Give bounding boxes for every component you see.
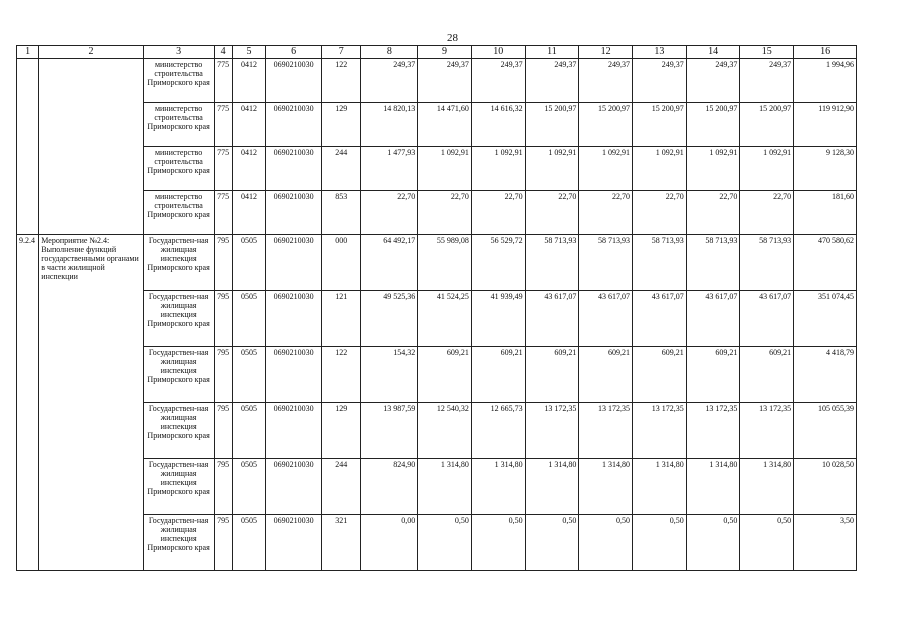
code-cell: 775 [214, 59, 232, 103]
code-cell: 129 [321, 403, 361, 459]
organization-cell: Государствен-ная жилищная инспекция Приморского края [143, 403, 214, 459]
header-cell: 7 [321, 46, 361, 59]
value-cell: 1 314,80 [633, 459, 687, 515]
table-row [17, 347, 857, 403]
header-cell: 16 [794, 46, 857, 59]
organization-cell: Государствен-ная жилищная инспекция Приморского края [143, 347, 214, 403]
code-cell: 0690210030 [266, 403, 322, 459]
code-cell: 795 [214, 291, 232, 347]
value-cell: 609,21 [686, 347, 740, 403]
code-cell: 775 [214, 147, 232, 191]
value-cell: 22,70 [579, 191, 633, 235]
value-cell: 0,50 [633, 515, 687, 571]
value-cell: 22,70 [525, 191, 579, 235]
value-cell: 55 989,08 [418, 235, 472, 291]
value-cell: 15 200,97 [740, 103, 794, 147]
item-name-cell [39, 59, 143, 235]
value-cell: 249,37 [633, 59, 687, 103]
value-cell: 14 820,13 [361, 103, 418, 147]
value-cell: 1 314,80 [525, 459, 579, 515]
header-cell: 14 [686, 46, 740, 59]
code-cell: 795 [214, 403, 232, 459]
organization-cell: Государствен-ная жилищная инспекция Приморского края [143, 515, 214, 571]
value-cell: 249,37 [740, 59, 794, 103]
code-cell: 0505 [232, 515, 265, 571]
value-cell: 56 529,72 [471, 235, 525, 291]
header-cell: 10 [471, 46, 525, 59]
value-cell: 249,37 [525, 59, 579, 103]
value-cell: 351 074,45 [794, 291, 857, 347]
code-cell: 244 [321, 147, 361, 191]
value-cell: 1 092,91 [686, 147, 740, 191]
value-cell: 1 092,91 [633, 147, 687, 191]
value-cell: 609,21 [471, 347, 525, 403]
value-cell: 9 128,30 [794, 147, 857, 191]
code-cell: 0690210030 [266, 59, 322, 103]
value-cell: 0,50 [418, 515, 472, 571]
code-cell: 0690210030 [266, 291, 322, 347]
value-cell: 22,70 [633, 191, 687, 235]
code-cell: 244 [321, 459, 361, 515]
code-cell: 122 [321, 59, 361, 103]
value-cell: 609,21 [418, 347, 472, 403]
organization-cell: министерство строительства Приморского края [143, 191, 214, 235]
value-cell: 181,60 [794, 191, 857, 235]
value-cell: 470 580,62 [794, 235, 857, 291]
value-cell: 249,37 [579, 59, 633, 103]
code-cell: 121 [321, 291, 361, 347]
code-cell: 000 [321, 235, 361, 291]
value-cell: 58 713,93 [525, 235, 579, 291]
header-cell: 11 [525, 46, 579, 59]
code-cell: 0690210030 [266, 459, 322, 515]
item-number-cell [17, 59, 39, 235]
code-cell: 775 [214, 191, 232, 235]
table-row [17, 291, 857, 347]
code-cell: 129 [321, 103, 361, 147]
code-cell: 0412 [232, 59, 265, 103]
value-cell: 1 994,96 [794, 59, 857, 103]
header-cell: 15 [740, 46, 794, 59]
value-cell: 1 092,91 [525, 147, 579, 191]
header-cell: 2 [39, 46, 143, 59]
budget-table [16, 45, 857, 571]
value-cell: 15 200,97 [686, 103, 740, 147]
value-cell: 41 939,49 [471, 291, 525, 347]
code-cell: 0690210030 [266, 515, 322, 571]
code-cell: 0505 [232, 235, 265, 291]
value-cell: 10 028,50 [794, 459, 857, 515]
header-cell: 12 [579, 46, 633, 59]
value-cell: 0,50 [471, 515, 525, 571]
value-cell: 58 713,93 [633, 235, 687, 291]
value-cell: 14 616,32 [471, 103, 525, 147]
header-cell: 3 [143, 46, 214, 59]
value-cell: 13 172,35 [579, 403, 633, 459]
value-cell: 0,50 [579, 515, 633, 571]
value-cell: 13 172,35 [686, 403, 740, 459]
value-cell: 15 200,97 [633, 103, 687, 147]
value-cell: 249,37 [361, 59, 418, 103]
header-row [17, 46, 857, 59]
value-cell: 1 314,80 [418, 459, 472, 515]
item-name-cell: Мероприятие №2.4: Выполнение функций государственными органами в части жилищной инспекции [39, 235, 143, 571]
header-cell: 5 [232, 46, 265, 59]
value-cell: 12 540,32 [418, 403, 472, 459]
value-cell: 13 172,35 [633, 403, 687, 459]
value-cell: 43 617,07 [579, 291, 633, 347]
code-cell: 122 [321, 347, 361, 403]
value-cell: 4 418,79 [794, 347, 857, 403]
table-row [17, 59, 857, 103]
header-cell: 4 [214, 46, 232, 59]
value-cell: 43 617,07 [740, 291, 794, 347]
code-cell: 0505 [232, 347, 265, 403]
value-cell: 1 314,80 [686, 459, 740, 515]
value-cell: 58 713,93 [740, 235, 794, 291]
code-cell: 0690210030 [266, 347, 322, 403]
code-cell: 0690210030 [266, 147, 322, 191]
code-cell: 0412 [232, 103, 265, 147]
value-cell: 1 092,91 [740, 147, 794, 191]
value-cell: 1 092,91 [579, 147, 633, 191]
code-cell: 795 [214, 235, 232, 291]
value-cell: 22,70 [418, 191, 472, 235]
header-cell: 6 [266, 46, 322, 59]
value-cell: 3,50 [794, 515, 857, 571]
code-cell: 795 [214, 515, 232, 571]
value-cell: 249,37 [418, 59, 472, 103]
value-cell: 13 172,35 [525, 403, 579, 459]
value-cell: 119 912,90 [794, 103, 857, 147]
code-cell: 775 [214, 103, 232, 147]
value-cell: 43 617,07 [686, 291, 740, 347]
header-cell: 1 [17, 46, 39, 59]
code-cell: 0412 [232, 147, 265, 191]
value-cell: 22,70 [686, 191, 740, 235]
value-cell: 1 314,80 [471, 459, 525, 515]
table-row [17, 403, 857, 459]
value-cell: 1 314,80 [740, 459, 794, 515]
value-cell: 609,21 [525, 347, 579, 403]
organization-cell: министерство строительства Приморского края [143, 103, 214, 147]
value-cell: 609,21 [740, 347, 794, 403]
code-cell: 321 [321, 515, 361, 571]
value-cell: 105 055,39 [794, 403, 857, 459]
value-cell: 824,90 [361, 459, 418, 515]
value-cell: 1 092,91 [471, 147, 525, 191]
value-cell: 58 713,93 [686, 235, 740, 291]
value-cell: 1 314,80 [579, 459, 633, 515]
organization-cell: Государствен-ная жилищная инспекция Приморского края [143, 291, 214, 347]
item-number-cell: 9.2.4 [17, 235, 39, 571]
value-cell: 43 617,07 [525, 291, 579, 347]
value-cell: 12 665,73 [471, 403, 525, 459]
organization-cell: Государствен-ная жилищная инспекция Приморского края [143, 235, 214, 291]
code-cell: 0505 [232, 403, 265, 459]
value-cell: 0,50 [525, 515, 579, 571]
code-cell: 0505 [232, 291, 265, 347]
value-cell: 14 471,60 [418, 103, 472, 147]
header-cell: 9 [418, 46, 472, 59]
table-row [17, 191, 857, 235]
code-cell: 0690210030 [266, 235, 322, 291]
value-cell: 154,32 [361, 347, 418, 403]
value-cell: 41 524,25 [418, 291, 472, 347]
organization-cell: Государствен-ная жилищная инспекция Приморского края [143, 459, 214, 515]
code-cell: 795 [214, 459, 232, 515]
value-cell: 13 987,59 [361, 403, 418, 459]
table-row [17, 147, 857, 191]
value-cell: 43 617,07 [633, 291, 687, 347]
code-cell: 0412 [232, 191, 265, 235]
code-cell: 795 [214, 347, 232, 403]
value-cell: 0,00 [361, 515, 418, 571]
table-row [17, 459, 857, 515]
value-cell: 15 200,97 [525, 103, 579, 147]
code-cell: 853 [321, 191, 361, 235]
table-row [17, 515, 857, 571]
value-cell: 22,70 [740, 191, 794, 235]
value-cell: 58 713,93 [579, 235, 633, 291]
organization-cell: министерство строительства Приморского края [143, 147, 214, 191]
value-cell: 15 200,97 [579, 103, 633, 147]
code-cell: 0690210030 [266, 191, 322, 235]
page-number: 28 [447, 32, 458, 44]
value-cell: 22,70 [361, 191, 418, 235]
organization-cell: министерство строительства Приморского края [143, 59, 214, 103]
value-cell: 64 492,17 [361, 235, 418, 291]
value-cell: 609,21 [633, 347, 687, 403]
header-cell: 8 [361, 46, 418, 59]
value-cell: 0,50 [686, 515, 740, 571]
table-row [17, 103, 857, 147]
value-cell: 22,70 [471, 191, 525, 235]
value-cell: 1 092,91 [418, 147, 472, 191]
code-cell: 0690210030 [266, 103, 322, 147]
value-cell: 49 525,36 [361, 291, 418, 347]
value-cell: 1 477,93 [361, 147, 418, 191]
value-cell: 0,50 [740, 515, 794, 571]
value-cell: 609,21 [579, 347, 633, 403]
value-cell: 249,37 [686, 59, 740, 103]
value-cell: 249,37 [471, 59, 525, 103]
table-row [17, 235, 857, 291]
header-cell: 13 [633, 46, 687, 59]
code-cell: 0505 [232, 459, 265, 515]
value-cell: 13 172,35 [740, 403, 794, 459]
